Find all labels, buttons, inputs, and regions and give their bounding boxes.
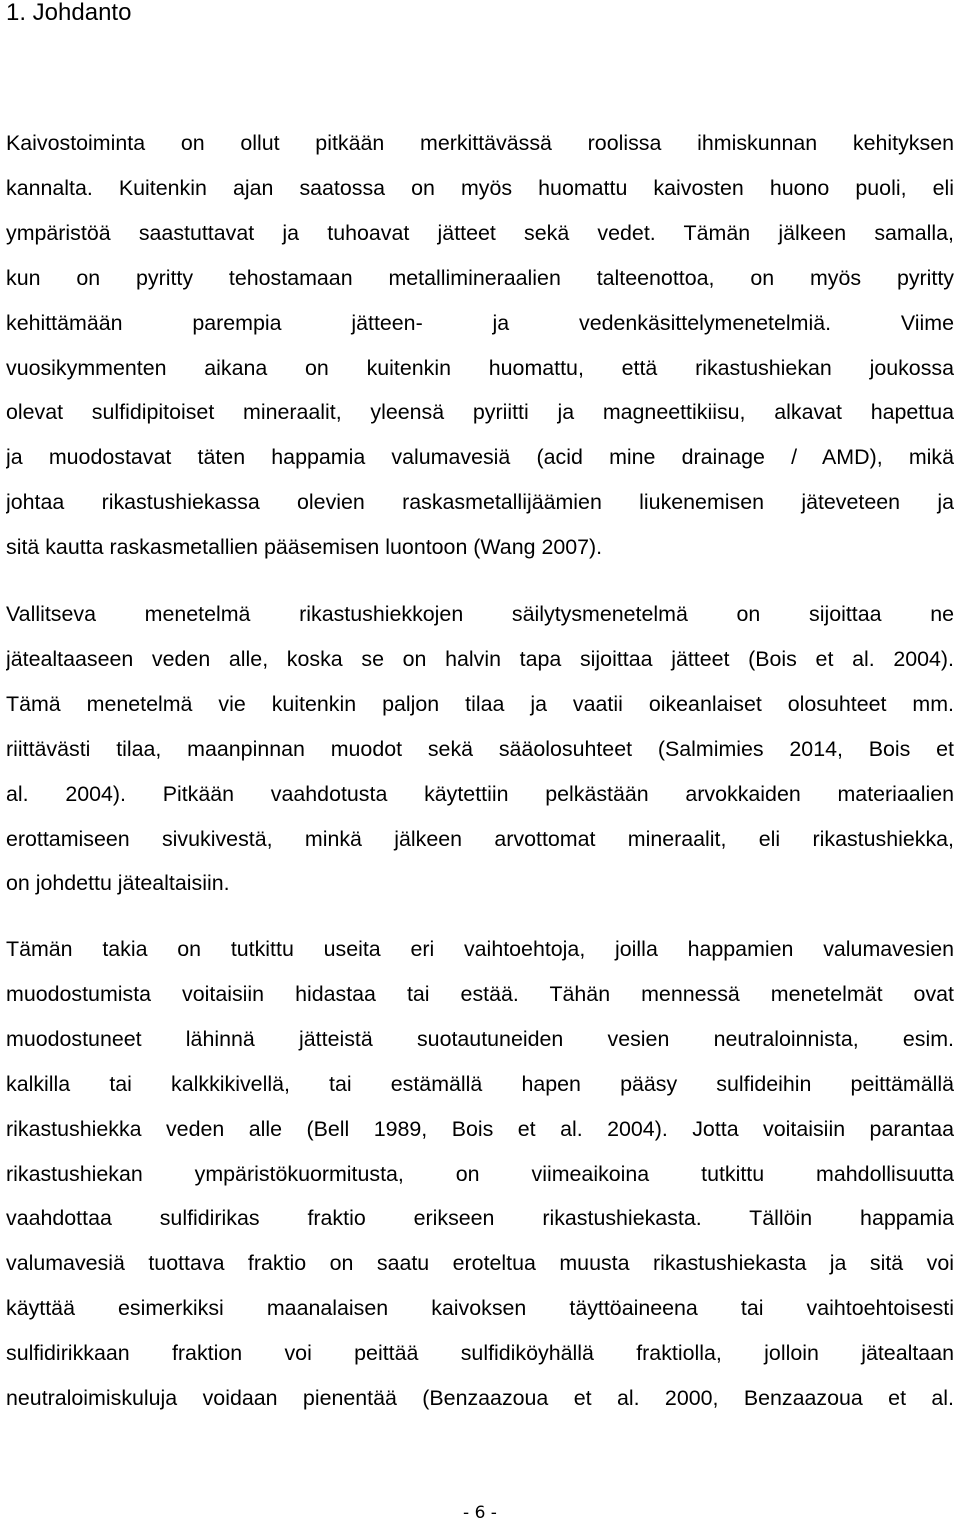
text-line: sitä kautta raskasmetallien pääsemisen luontoon (Wang 2007). xyxy=(6,535,603,560)
text-line: olevat sulfidipitoiset mineraalit, yleensä pyriitti ja magneettikiisu, alkavat hapettua xyxy=(6,400,954,425)
text-line: ja muodostavat täten happamia valumavesiä (acid mine drainage / AMD), mikä xyxy=(6,445,954,470)
text-line: riittävästi tilaa, maanpinnan muodot sekä sääolosuhteet (Salmimies 2014, Bois et xyxy=(6,736,954,761)
section-heading: 1. Johdanto xyxy=(6,0,132,26)
text-line: on johdettu jätealtaisiin. xyxy=(6,871,230,896)
text-line: kannalta. Kuitenkin ajan saatossa on myös huomattu kaivosten huono puoli, eli xyxy=(6,175,954,200)
text-line: käyttää esimerkiksi maanalaisen kaivoksen täyttöaineena tai vaihtoehtoisesti xyxy=(6,1296,954,1321)
text-line: muodostumista voitaisiin hidastaa tai estää. Tähän mennessä menetelmät ovat xyxy=(6,981,954,1006)
text-line: Kaivostoiminta on ollut pitkään merkittävässä roolissa ihmiskunnan kehityksen xyxy=(6,131,954,155)
text-line: kehittämään parempia jätteen- ja vedenkäsittelymenetelmiä. Viime xyxy=(6,310,954,335)
text-line: rikastushiekka veden alle (Bell 1989, Bois et al. 2004). Jotta voitaisiin parantaa xyxy=(6,1116,954,1141)
text-line: erottamiseen sivukivestä, minkä jälkeen arvottomat mineraalit, eli rikastushiekka, xyxy=(6,826,954,851)
text-line: rikastushiekan ympäristökuormitusta, on viimeaikoina tutkittu mahdollisuutta xyxy=(6,1161,954,1186)
text-line: al. 2004). Pitkään vaahdotusta käytettiin pelkästään arvokkaiden materiaalien xyxy=(6,781,954,806)
text-line: valumavesiä tuottava fraktio on saatu eroteltua muusta rikastushiekasta ja sitä voi xyxy=(6,1251,954,1276)
text-line: kun on pyritty tehostamaan metallimineraalien talteenottoa, on myös pyritty xyxy=(6,265,954,290)
text-line: neutraloimiskuluja voidaan pienentää (Benzaazoua et al. 2000, Benzaazoua et al. xyxy=(6,1386,954,1411)
text-line: Tämä menetelmä vie kuitenkin paljon tilaa ja vaatii oikeanlaiset olosuhteet mm. xyxy=(6,691,954,716)
page-number: - 6 - xyxy=(463,1503,497,1523)
text-line: vuosikymmenten aikana on kuitenkin huomattu, että rikastushiekan joukossa xyxy=(6,355,954,380)
text-line: vaahdottaa sulfidirikas fraktio erikseen rikastushiekasta. Tällöin happamia xyxy=(6,1206,954,1231)
paragraph-3 xyxy=(6,927,954,1421)
text-line: johtaa rikastushiekassa olevien raskasmetallijäämien liukenemisen jäteveteen ja xyxy=(6,490,954,515)
text-line: muodostuneet lähinnä jätteistä suotautuneiden vesien neutraloinnista, esim. xyxy=(6,1026,954,1051)
text-line: kalkilla tai kalkkikivellä, tai estämällä hapen pääsy sulfideihin peittämällä xyxy=(6,1071,954,1096)
text-line: Vallitseva menetelmä rikastushiekkojen säilytysmenetelmä on sijoittaa ne xyxy=(6,602,954,626)
paragraph-1 xyxy=(6,121,954,570)
text-line: Tämän takia on tutkittu useita eri vaihtoehtoja, joilla happamien valumavesien xyxy=(6,937,954,961)
text-line: jätealtaaseen veden alle, koska se on halvin tapa sijoittaa jätteet (Bois et al. 2004). xyxy=(6,646,954,671)
paragraph-2 xyxy=(6,592,954,906)
text-line: sulfidirikkaan fraktion voi peittää sulfidiköyhällä fraktiolla, jolloin jätealtaan xyxy=(6,1341,954,1366)
text-line: ympäristöä saastuttavat ja tuhoavat jätteet sekä vedet. Tämän jälkeen samalla, xyxy=(6,220,954,245)
